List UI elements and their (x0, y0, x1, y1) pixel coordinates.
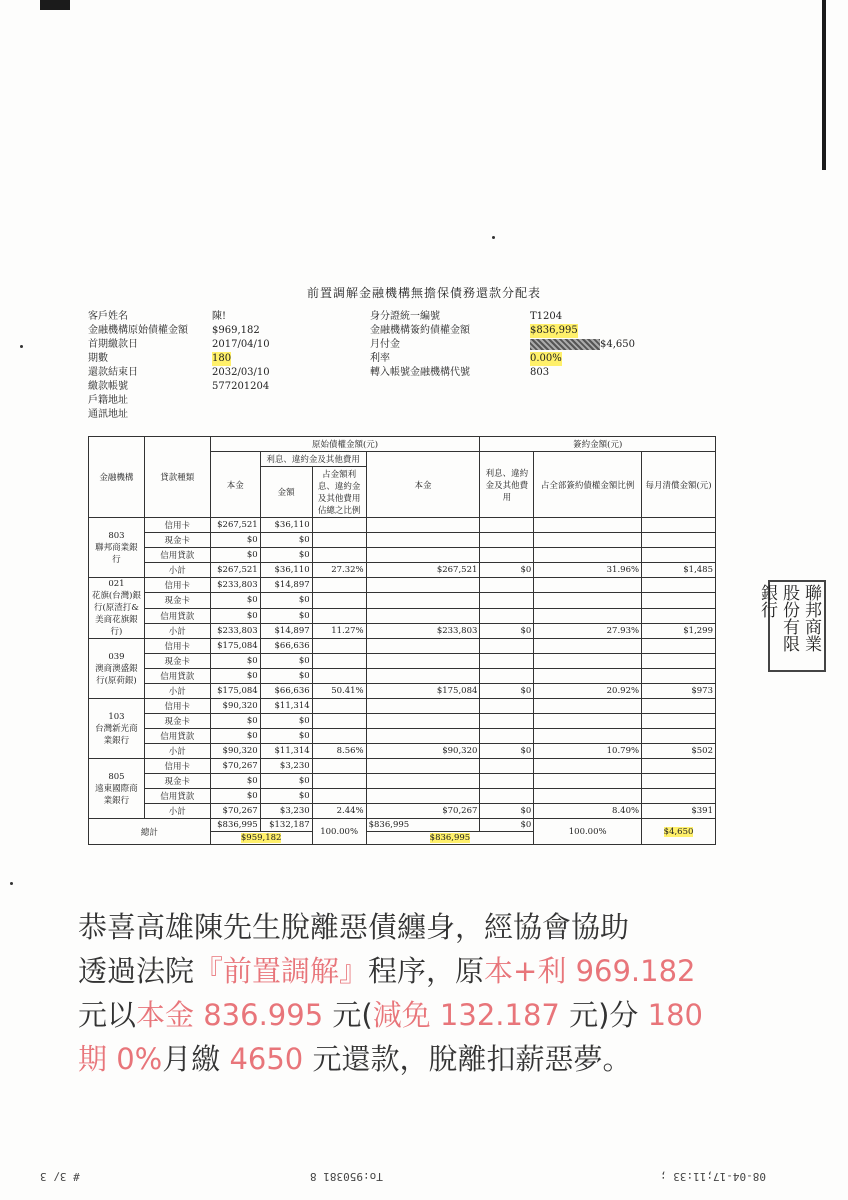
table-row (89, 654, 716, 669)
info-row: 首期繳款日 2017/04/10 (88, 339, 270, 350)
interest-cell: $14,897 (260, 578, 312, 593)
empty-cell (312, 654, 366, 669)
interest-cell: $3,230 (260, 759, 312, 774)
info-row: 戶籍地址 (88, 395, 128, 406)
interest-cell: $0 (260, 669, 312, 684)
total-signed-ratio: 100.00% (534, 819, 642, 845)
empty-cell (534, 578, 642, 593)
monthly-cell: $502 (642, 744, 716, 759)
loan-type: 小計 (144, 623, 210, 638)
loan-type: 現金卡 (144, 774, 210, 789)
signed-ratio-cell: 31.96% (534, 563, 642, 578)
loan-type: 信用卡 (144, 759, 210, 774)
redaction-mark (530, 339, 600, 350)
empty-cell (480, 759, 534, 774)
caption-line: 期 0%月繳 4650 元還款，脫離扣薪惡夢。 (78, 1042, 632, 1076)
empty-cell (480, 608, 534, 623)
empty-cell (534, 518, 642, 533)
bank-name: 021 花旗(台灣)銀行(原渣打&美商花旗銀行) (89, 578, 145, 639)
empty-cell (312, 759, 366, 774)
loan-type: 信用貸款 (144, 729, 210, 744)
loan-type: 小計 (144, 563, 210, 578)
empty-cell (642, 593, 716, 608)
signed-interest-cell: $0 (480, 804, 534, 819)
empty-cell (480, 669, 534, 684)
interest-cell: $36,110 (260, 563, 312, 578)
table-row (89, 593, 716, 608)
empty-cell (366, 593, 480, 608)
header-signed: 簽約金額(元) (480, 437, 716, 452)
caption-line: 透過法院『前置調解』程序，原本+利 969.182 (78, 954, 696, 988)
empty-cell (534, 699, 642, 714)
total-row (89, 819, 716, 832)
subtotal-row (89, 744, 716, 759)
info-left (88, 310, 348, 422)
speck (10, 882, 13, 885)
speck (492, 236, 495, 239)
signed-principal-cell: $70,267 (366, 804, 480, 819)
caption (78, 905, 778, 1081)
signed-principal-cell: $175,084 (366, 684, 480, 699)
empty-cell (642, 729, 716, 744)
empty-cell (480, 729, 534, 744)
principal-cell: $0 (210, 729, 260, 744)
table-row (89, 759, 716, 774)
header-principal: 本金 (210, 452, 260, 518)
loan-type: 現金卡 (144, 593, 210, 608)
empty-cell (534, 533, 642, 548)
interest-cell: $11,314 (260, 699, 312, 714)
table-row (89, 714, 716, 729)
header-amount: 金額 (260, 467, 312, 518)
signed-ratio-cell: 8.40% (534, 804, 642, 819)
empty-cell (366, 578, 480, 593)
principal-cell: $70,267 (210, 804, 260, 819)
signed-ratio-cell: 20.92% (534, 684, 642, 699)
principal-cell: $0 (210, 608, 260, 623)
interest-cell: $0 (260, 729, 312, 744)
empty-cell (534, 669, 642, 684)
bank-stamp: 聯邦商業股份有限銀行 (768, 580, 826, 672)
empty-cell (366, 608, 480, 623)
loan-type: 信用卡 (144, 518, 210, 533)
header-ratio: 占金額利息、違約金及其他費用佔總之比例 (312, 467, 366, 518)
info-row: 轉入帳號金融機構代號 803 (370, 367, 550, 378)
empty-cell (480, 714, 534, 729)
empty-cell (534, 639, 642, 654)
principal-cell: $267,521 (210, 563, 260, 578)
fax-footer-left: # 3/ 3 (40, 1170, 80, 1183)
scan-edge-right (822, 0, 826, 170)
ratio-cell: 11.27% (312, 623, 366, 638)
interest-cell: $3,230 (260, 804, 312, 819)
header-signed-principal: 本金 (366, 452, 480, 518)
scan-edge-top (40, 0, 70, 10)
table-row (89, 533, 716, 548)
ratio-cell: 8.56% (312, 744, 366, 759)
total-signed-principal: $836,995 (366, 819, 480, 832)
empty-cell (480, 593, 534, 608)
loan-type: 現金卡 (144, 654, 210, 669)
empty-cell (312, 729, 366, 744)
empty-cell (534, 654, 642, 669)
empty-cell (642, 548, 716, 563)
empty-cell (480, 774, 534, 789)
empty-cell (366, 789, 480, 804)
table-row (89, 518, 716, 533)
empty-cell (366, 759, 480, 774)
empty-cell (480, 639, 534, 654)
empty-cell (312, 548, 366, 563)
empty-cell (312, 608, 366, 623)
header-original: 原始債權金額(元) (210, 437, 480, 452)
loan-type: 小計 (144, 684, 210, 699)
principal-cell: $175,084 (210, 684, 260, 699)
empty-cell (480, 578, 534, 593)
empty-cell (366, 518, 480, 533)
loan-type: 信用貸款 (144, 669, 210, 684)
principal-cell: $0 (210, 593, 260, 608)
empty-cell (480, 518, 534, 533)
principal-cell: $90,320 (210, 744, 260, 759)
ratio-cell: 27.32% (312, 563, 366, 578)
info-row: 金融機構簽約債權金額 $836,995 (370, 325, 578, 336)
total-principal: $836,995 (210, 819, 260, 832)
empty-cell (366, 774, 480, 789)
loan-type: 現金卡 (144, 533, 210, 548)
loan-type: 小計 (144, 744, 210, 759)
empty-cell (642, 654, 716, 669)
empty-cell (642, 714, 716, 729)
empty-cell (312, 639, 366, 654)
principal-cell: $90,320 (210, 699, 260, 714)
ratio-cell: 50.41% (312, 684, 366, 699)
monthly-cell: $1,299 (642, 623, 716, 638)
interest-cell: $0 (260, 608, 312, 623)
info-row: 金融機構原始債權金額 $969,182 (88, 325, 260, 336)
empty-cell (366, 699, 480, 714)
empty-cell (642, 578, 716, 593)
header-signed-ratio: 占全部簽約債權金額比例 (534, 452, 642, 518)
info-row: 還款結束日 2032/03/10 (88, 367, 270, 378)
empty-cell (534, 729, 642, 744)
ratio-cell: 2.44% (312, 804, 366, 819)
subtotal-row (89, 684, 716, 699)
empty-cell (534, 608, 642, 623)
empty-cell (312, 714, 366, 729)
empty-cell (642, 639, 716, 654)
table-row (89, 699, 716, 714)
principal-cell: $233,803 (210, 578, 260, 593)
interest-cell: $11,314 (260, 744, 312, 759)
empty-cell (366, 548, 480, 563)
loan-type: 信用卡 (144, 699, 210, 714)
subtotal-row (89, 804, 716, 819)
loan-type: 信用貸款 (144, 548, 210, 563)
principal-cell: $0 (210, 654, 260, 669)
empty-cell (312, 699, 366, 714)
empty-cell (534, 548, 642, 563)
header-bank: 金融機構 (89, 437, 145, 518)
bank-name: 803 聯邦商業銀行 (89, 518, 145, 578)
monthly-cell: $391 (642, 804, 716, 819)
empty-cell (312, 774, 366, 789)
principal-cell: $0 (210, 533, 260, 548)
principal-cell: $267,521 (210, 518, 260, 533)
signed-principal-cell: $90,320 (366, 744, 480, 759)
empty-cell (312, 533, 366, 548)
principal-cell: $233,803 (210, 623, 260, 638)
interest-cell: $0 (260, 548, 312, 563)
total-label: 總計 (89, 819, 211, 845)
interest-cell: $66,636 (260, 684, 312, 699)
empty-cell (312, 578, 366, 593)
loan-type: 信用貸款 (144, 789, 210, 804)
empty-cell (312, 789, 366, 804)
bank-name: 039 澳商澳盛銀行(原荷銀) (89, 639, 145, 699)
info-row: 客戶姓名 陳! (88, 311, 227, 322)
caption-line: 恭喜高雄陳先生脫離惡債纏身，經協會協助 (78, 910, 630, 944)
document-title: 前置調解金融機構無擔保債務還款分配表 (306, 286, 541, 300)
table-row (89, 548, 716, 563)
header-signed-interest: 利息、違約金及其他費用 (480, 452, 534, 518)
bank-name: 805 遠東國際商業銀行 (89, 759, 145, 819)
info-row: 期數 180 (88, 353, 232, 364)
empty-cell (312, 669, 366, 684)
empty-cell (534, 774, 642, 789)
info-row: 繳款帳號 577201204 (88, 381, 270, 392)
fax-footer-center: To:950381 8 (310, 1170, 383, 1183)
signed-interest-cell: $0 (480, 563, 534, 578)
table-row (89, 639, 716, 654)
total-signed: $836,995 (366, 832, 534, 845)
empty-cell (366, 729, 480, 744)
monthly-cell: $1,485 (642, 563, 716, 578)
principal-cell: $0 (210, 789, 260, 804)
fax-footer-right: 08-04-17;11:33 ; (660, 1170, 766, 1183)
table-row (89, 669, 716, 684)
header-interest: 利息、違約金及其他費用 (260, 452, 366, 467)
empty-cell (480, 548, 534, 563)
header-loan-type: 貸款種類 (144, 437, 210, 518)
empty-cell (534, 789, 642, 804)
principal-cell: $175,084 (210, 639, 260, 654)
total-interest: $132,187 (260, 819, 312, 832)
interest-cell: $0 (260, 654, 312, 669)
empty-cell (642, 533, 716, 548)
total-monthly: $4,650 (642, 819, 716, 845)
principal-cell: $70,267 (210, 759, 260, 774)
info-row: 月付金 $4,650 (370, 339, 635, 350)
empty-cell (480, 654, 534, 669)
empty-cell (534, 714, 642, 729)
signed-ratio-cell: 10.79% (534, 744, 642, 759)
empty-cell (312, 593, 366, 608)
empty-cell (366, 714, 480, 729)
empty-cell (642, 789, 716, 804)
info-row: 利率 0.00% (370, 353, 562, 364)
principal-cell: $0 (210, 774, 260, 789)
signed-interest-cell: $0 (480, 684, 534, 699)
allocation-body (89, 518, 716, 845)
table-row (89, 789, 716, 804)
signed-ratio-cell: 27.93% (534, 623, 642, 638)
empty-cell (642, 669, 716, 684)
interest-cell: $66,636 (260, 639, 312, 654)
monthly-cell: $973 (642, 684, 716, 699)
empty-cell (642, 759, 716, 774)
table-row (89, 578, 716, 593)
empty-cell (480, 533, 534, 548)
caption-line: 元以本金 836.995 元(減免 132.187 元)分 180 (78, 998, 703, 1032)
loan-type: 信用卡 (144, 639, 210, 654)
principal-cell: $0 (210, 669, 260, 684)
loan-type: 現金卡 (144, 714, 210, 729)
info-right (370, 310, 670, 380)
allocation-table (88, 436, 716, 845)
interest-cell: $0 (260, 533, 312, 548)
table-row (89, 608, 716, 623)
interest-cell: $14,897 (260, 623, 312, 638)
principal-cell: $0 (210, 548, 260, 563)
bank-name: 103 台灣新光商業銀行 (89, 699, 145, 759)
empty-cell (366, 669, 480, 684)
signed-interest-cell: $0 (480, 744, 534, 759)
empty-cell (480, 789, 534, 804)
info-row: 通訊地址 (88, 409, 128, 420)
total-ratio: 100.00% (312, 819, 366, 845)
loan-type: 小計 (144, 804, 210, 819)
interest-cell: $0 (260, 789, 312, 804)
total-original: $959,182 (210, 832, 312, 845)
empty-cell (480, 699, 534, 714)
empty-cell (312, 518, 366, 533)
loan-type: 信用卡 (144, 578, 210, 593)
subtotal-row (89, 563, 716, 578)
header-monthly: 每月清償金額(元) (642, 452, 716, 518)
empty-cell (366, 654, 480, 669)
empty-cell (366, 533, 480, 548)
empty-cell (642, 608, 716, 623)
interest-cell: $36,110 (260, 518, 312, 533)
empty-cell (642, 518, 716, 533)
empty-cell (642, 774, 716, 789)
interest-cell: $0 (260, 774, 312, 789)
empty-cell (534, 593, 642, 608)
interest-cell: $0 (260, 714, 312, 729)
subtotal-row (89, 623, 716, 638)
empty-cell (366, 639, 480, 654)
interest-cell: $0 (260, 593, 312, 608)
principal-cell: $0 (210, 714, 260, 729)
loan-type: 信用貸款 (144, 608, 210, 623)
signed-principal-cell: $267,521 (366, 563, 480, 578)
info-row: 身分證統一編號 T1204 (370, 311, 563, 322)
empty-cell (534, 759, 642, 774)
signed-interest-cell: $0 (480, 623, 534, 638)
table-row (89, 774, 716, 789)
table-row (89, 729, 716, 744)
signed-principal-cell: $233,803 (366, 623, 480, 638)
speck (20, 345, 23, 348)
total-signed-interest: $0 (480, 819, 534, 832)
empty-cell (642, 699, 716, 714)
